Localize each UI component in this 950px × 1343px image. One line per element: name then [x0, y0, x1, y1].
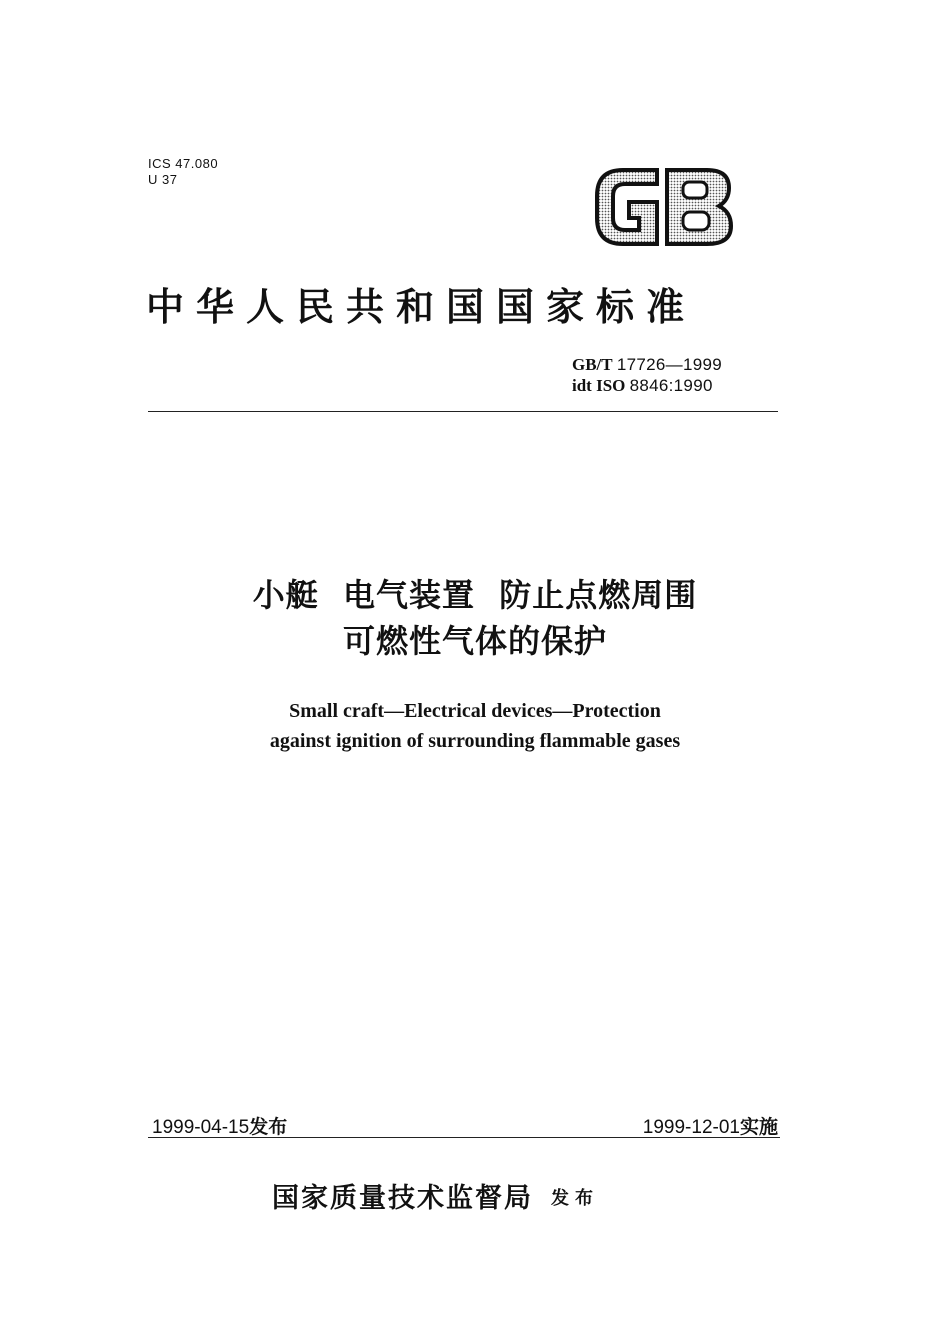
- title-cn-line1: 小艇 电气装置 防止点燃周围: [252, 576, 698, 614]
- issuer-name: 国家质量技术监督局: [272, 1183, 533, 1214]
- issuing-authority: [272, 1176, 599, 1215]
- title-en-line2: against ignition of surrounding flammable gases: [269, 730, 681, 752]
- class-code: U 37: [148, 172, 178, 187]
- svg-text:GB: GB: [595, 168, 597, 169]
- document-title-cn: [0, 572, 950, 664]
- footer-divider: [148, 1137, 780, 1138]
- implementation-date: 1999-12-01实施: [642, 1116, 778, 1138]
- gb-number: GB/T 17726—1999: [572, 355, 722, 374]
- standard-number-block: [572, 354, 722, 396]
- iso-equivalent: idt ISO 8846:1990: [572, 376, 713, 395]
- title-en-line1: Small craft—Electrical devices—Protection: [289, 700, 661, 722]
- national-standard-title: 中华人民共和国国家标准: [146, 284, 697, 329]
- document-title-en: [0, 696, 950, 756]
- gb-logo: [595, 168, 733, 246]
- ics-code: ICS 47.080: [148, 156, 219, 171]
- classification-codes: [148, 156, 218, 188]
- issue-date: 1999-04-15发布: [152, 1116, 288, 1138]
- title-cn-line2: 可燃性气体的保护: [342, 622, 607, 660]
- issuer-action: 发布: [551, 1188, 599, 1209]
- header-divider: [148, 411, 778, 412]
